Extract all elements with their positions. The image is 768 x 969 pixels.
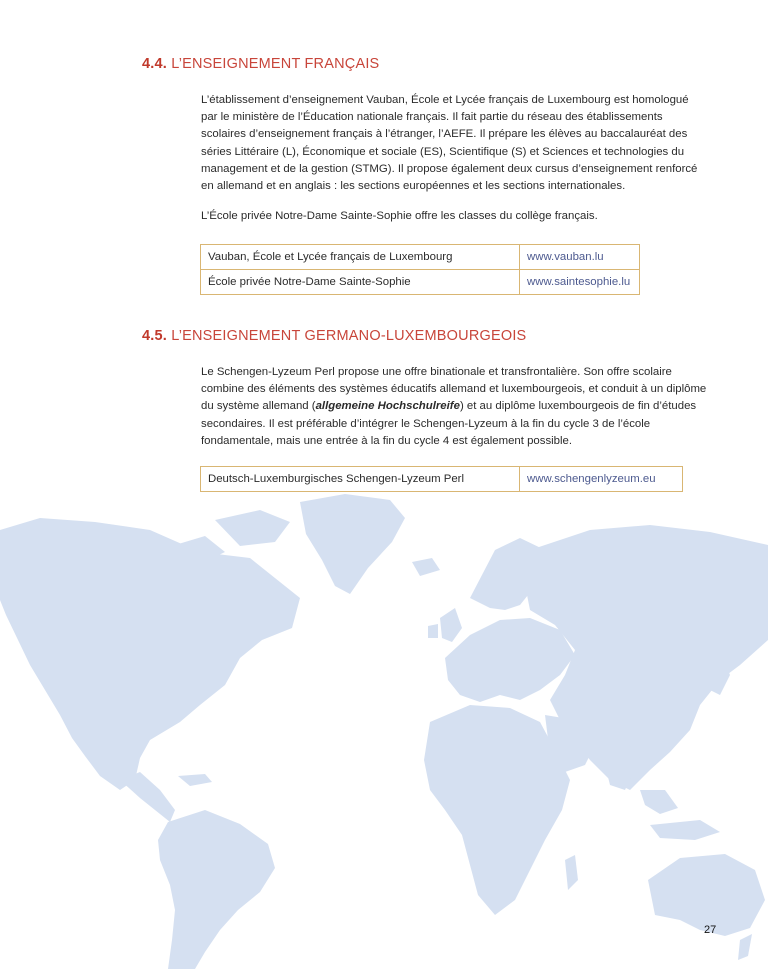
world-map-background [0,490,768,969]
school-name: Vauban, École et Lycée français de Luxembourg [201,245,520,270]
section-4-4-paragraph-1: L’établissement d’enseignement Vauban, École et Lycée français de Luxembourg est homologué par le ministère de l’Éducation nationale français. Il fait partie du réseau des établissements scolaires d’enseignement français à l’étranger, l’AEFE. Il prépare les élèves au baccalauréat des séries Littéraire (L), Économique et sociale (ES), Scientifique (S) et Sciences et technologies du management et de la gestion (STMG). Il propose également deux cursus d’enseignement renforcé en allemand et en anglais : les sections européennes et les sections internationales. [201,94,698,193]
page-number: 27 [704,924,717,936]
section-heading-4-5 [142,328,526,344]
school-website-link[interactable]: www.saintesophie.lu [520,270,640,295]
table-row [201,270,640,295]
section-title: L’ENSEIGNEMENT GERMANO-LUXEMBOURGEOIS [171,328,527,344]
school-name: École privée Notre-Dame Sainte-Sophie [201,270,520,295]
table-row [201,245,640,270]
section-number: 4.4. [142,56,167,72]
paragraph-text: Le Schengen-Lyzeum Perl propose une offre binationale et transfrontalière. Son offre scolaire combine des éléments des systèmes éducatifs allemand et luxembourgeois, et conduit à un diplôme du système allemand ( [201,366,707,413]
school-name: Deutsch-Luxemburgisches Schengen-Lyzeum Perl [201,467,520,492]
section-title: L’ENSEIGNEMENT FRANÇAIS [171,56,380,72]
table-row [201,467,683,492]
section-4-5-paragraph [201,364,707,450]
emphasis-text: allgemeine Hochschulreife [315,400,460,413]
section-number: 4.5. [142,328,167,344]
german-luxembourg-schools-table [200,466,683,492]
school-website-link[interactable]: www.vauban.lu [520,245,640,270]
school-website-link[interactable]: www.schengenlyzeum.eu [520,467,683,492]
section-heading-4-4 [142,56,379,72]
french-schools-table [200,244,640,295]
paragraph-text: ) et au diplôme luxembourgeois de fin d’études secondaires. Il est préférable d’intégrer le Schengen-Lyzeum à la fin du cycle 3 de l’école fondamentale, mais une entrée à la fin du cycle 4 est également possible. [201,400,697,447]
section-4-4-paragraph-2: L’École privée Notre-Dame Sainte-Sophie offre les classes du collège français. [201,210,598,222]
world-map-icon [0,490,768,969]
